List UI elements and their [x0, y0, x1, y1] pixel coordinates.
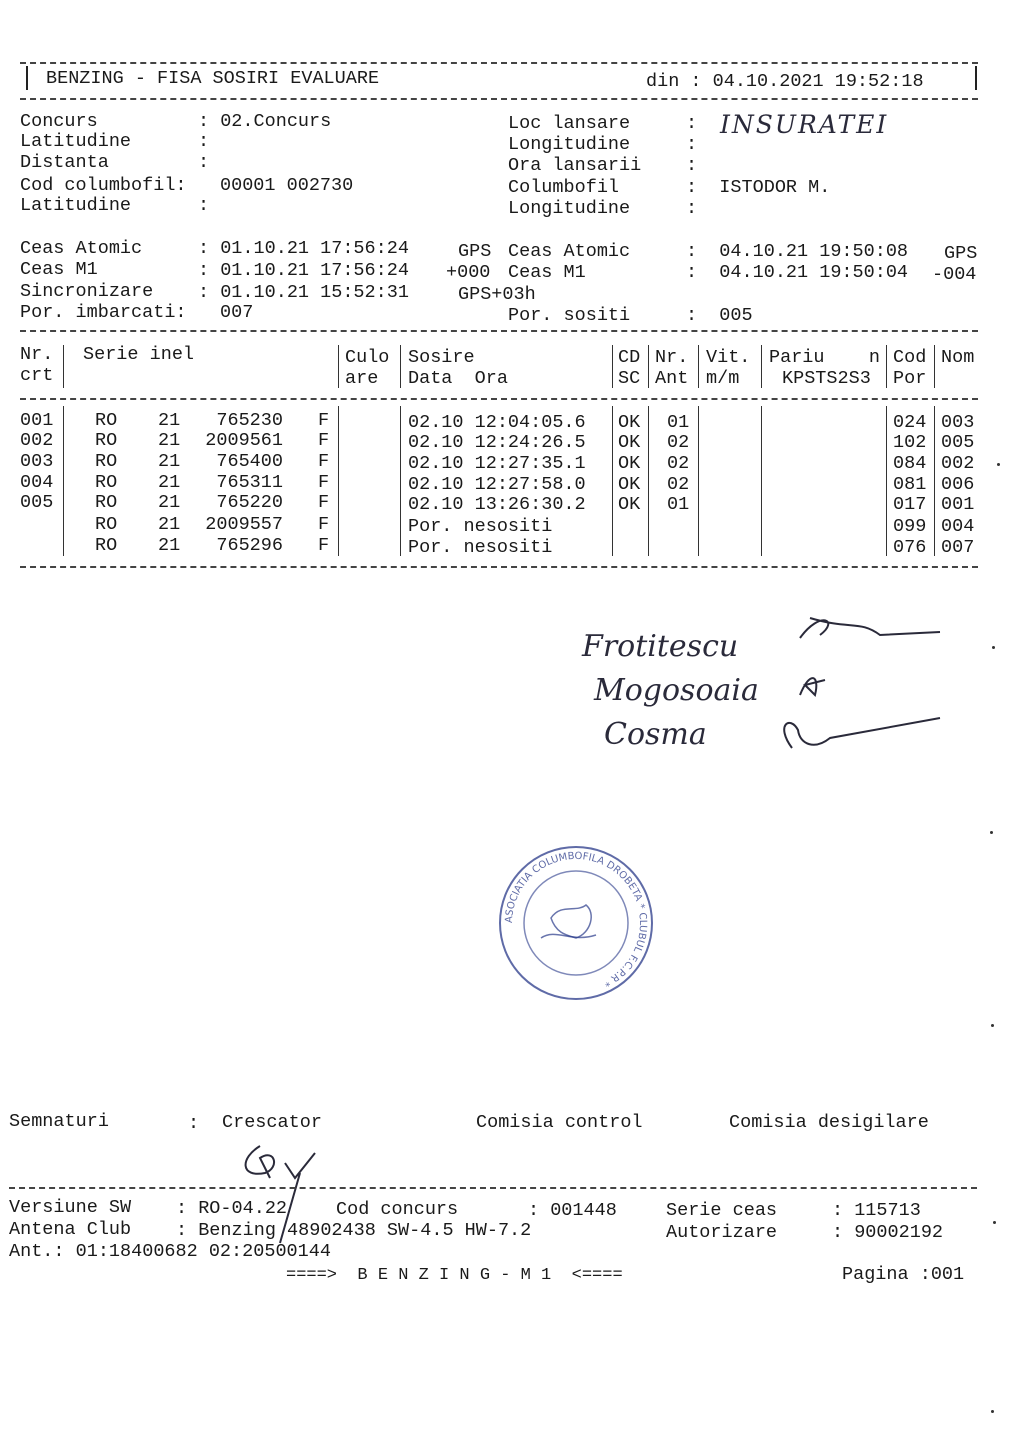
th-kpsts: KPSTS2S3 — [782, 368, 871, 389]
th-pariu: Pariu n — [769, 347, 881, 368]
cell-inel: 2009557 — [205, 514, 283, 535]
cell-nr: 002 — [20, 430, 54, 451]
value-longitudine: : — [686, 134, 698, 155]
table-header-rule — [20, 398, 978, 400]
th-vit: Vit. — [706, 347, 751, 368]
cell-sex: F — [318, 514, 330, 535]
stamp-seal-icon — [496, 843, 656, 1003]
scan-speck — [990, 831, 993, 834]
cell-tara: RO — [95, 451, 118, 472]
cell-nr: 004 — [20, 472, 54, 493]
label-por-sositi: Por. sositi — [508, 305, 631, 326]
extra-sincronizare: GPS+03h — [458, 284, 536, 305]
cell-tara: RO — [95, 410, 118, 431]
page-number: Pagina :001 — [842, 1264, 965, 1285]
cell-inel: 765220 — [216, 492, 283, 513]
label-loc-lansare: Loc lansare — [508, 113, 631, 134]
cell-tara: RO — [95, 492, 118, 513]
value-serie-ceas: : 115713 — [832, 1200, 921, 1221]
value-distanta: : — [198, 152, 210, 173]
th-cd: CD — [618, 347, 641, 368]
cell-sex: F — [318, 492, 330, 513]
value-cod-concurs: : 001448 — [528, 1200, 617, 1221]
value-latitudine: : — [198, 131, 210, 152]
col-sep-4h — [612, 345, 613, 388]
th-sosire: Sosire — [408, 347, 475, 368]
benzing-banner: ====> B E N Z I N G - M 1 <==== — [286, 1266, 623, 1285]
label-comisia-control: Comisia control — [476, 1112, 643, 1133]
cell-inel: 765311 — [216, 472, 283, 493]
label-autorizare: Autorizare — [666, 1222, 778, 1243]
ant-line: Ant.: 01:18400682 02:20500144 — [9, 1241, 331, 1262]
label-cod-concurs: Cod concurs — [336, 1199, 459, 1220]
th-are: are — [345, 368, 379, 389]
cell-nom: 007 — [941, 537, 975, 558]
label-cod-columbofil: Cod columbofil: — [20, 175, 187, 196]
scan-speck — [991, 1410, 994, 1413]
label-sincronizare: Sincronizare — [20, 281, 154, 302]
col-sep-6b — [698, 406, 699, 556]
cell-nom: 005 — [941, 432, 975, 453]
value-latitudine-2: : — [198, 195, 210, 216]
scan-speck — [992, 646, 995, 649]
value-cod-columbofil: 00001 002730 — [220, 175, 354, 196]
col-sep-2h — [338, 345, 339, 388]
label-ceas-m1-r: Ceas M1 — [508, 262, 586, 283]
label-ora-lansarii: Ora lansarii — [508, 155, 642, 176]
extra-ceas-atomic: GPS — [458, 241, 492, 262]
value-sincronizare: : 01.10.21 15:52:31 — [198, 282, 409, 303]
label-longitudine-2: Longitudine — [508, 198, 631, 219]
value-longitudine-2: : — [686, 198, 698, 219]
label-latitudine: Latitudine — [20, 131, 132, 152]
cell-inel: 765296 — [216, 535, 283, 556]
header-box-right — [975, 66, 977, 90]
col-sep-9b — [934, 406, 935, 556]
stamp-text: ASOCIATIA COLUMBOFILA DROBETA * CLUBUL F.C.P.R * — [503, 850, 649, 989]
cell-nom: 004 — [941, 516, 975, 537]
page-title: BENZING - FISA SOSIRI EVALUARE — [46, 68, 380, 89]
cell-an: 21 — [158, 472, 181, 493]
col-sep-5h — [648, 345, 649, 388]
cell-sosire: 02.10 12:27:35.1 — [408, 453, 586, 474]
scan-speck — [991, 1024, 994, 1027]
handwritten-name-1: Frotitescu — [582, 629, 739, 664]
th-nr: Nr. — [20, 344, 54, 365]
cell-inel: 765400 — [216, 451, 283, 472]
cell-cod: 102 — [893, 432, 927, 453]
col-sep-3b — [400, 406, 401, 556]
cell-cd: OK — [618, 474, 641, 495]
cell-an: 21 — [158, 451, 181, 472]
col-sep-1b — [63, 406, 64, 556]
cell-inel: 2009561 — [205, 430, 283, 451]
cell-ant: 01 — [667, 494, 690, 515]
value-por-imbarcati: 007 — [220, 302, 254, 323]
cell-nom: 001 — [941, 494, 975, 515]
cell-sex: F — [318, 535, 330, 556]
cell-ant: 02 — [667, 453, 690, 474]
cell-ant: 02 — [667, 432, 690, 453]
th-serie-inel: Serie inel — [83, 344, 195, 365]
cell-sosire: Por. nesositi — [408, 516, 553, 537]
label-crescator: Crescator — [222, 1112, 322, 1133]
cell-cod: 076 — [893, 537, 927, 558]
cell-sosire: 02.10 12:24:26.5 — [408, 432, 586, 453]
th-data-ora: Data Ora — [408, 368, 508, 389]
extra-ceas-m1: +000 — [446, 262, 491, 283]
cell-cd: OK — [618, 453, 641, 474]
col-sep-3h — [400, 345, 401, 388]
extra-ceas-m1-r: -004 — [932, 264, 977, 285]
cell-sex: F — [318, 472, 330, 493]
cell-sex: F — [318, 430, 330, 451]
cell-ant: 01 — [667, 412, 690, 433]
col-sep-7h — [761, 345, 762, 388]
th-nr-ant: Nr. — [655, 347, 689, 368]
label-semnaturi: Semnaturi — [9, 1111, 109, 1132]
label-concurs: Concurs — [20, 111, 98, 132]
header-bottom-rule — [20, 98, 978, 100]
cell-sex: F — [318, 410, 330, 431]
extra-ceas-atomic-r: GPS — [944, 243, 978, 264]
th-mm: m/m — [706, 368, 740, 389]
value-columbofil: : ISTODOR M. — [686, 177, 831, 198]
footer-rule — [9, 1187, 977, 1189]
cell-sosire: Por. nesositi — [408, 537, 553, 558]
handwritten-name-3: Cosma — [604, 717, 707, 752]
value-ceas-m1-r: : 04.10.21 19:50:04 — [686, 262, 909, 283]
col-sep-6h — [698, 345, 699, 388]
th-ant: Ant — [655, 368, 689, 389]
th-por: Por — [893, 368, 927, 389]
col-sep-9h — [934, 345, 935, 388]
value-autorizare: : 90002192 — [832, 1222, 944, 1243]
label-ceas-atomic-r: Ceas Atomic — [508, 241, 631, 262]
cell-sosire: 02.10 12:04:05.6 — [408, 412, 586, 433]
cell-an: 21 — [158, 430, 181, 451]
label-serie-ceas: Serie ceas — [666, 1200, 778, 1221]
label-latitudine-2: Latitudine — [20, 195, 132, 216]
label-comisia-desigilare: Comisia desigilare — [729, 1112, 929, 1133]
label-distanta: Distanta — [20, 152, 109, 173]
cell-nom: 002 — [941, 453, 975, 474]
handwritten-name-2: Mogosoaia — [594, 673, 759, 708]
col-sep-5b — [648, 406, 649, 556]
label-antena-club: Antena Club — [9, 1219, 132, 1240]
cell-cd: OK — [618, 432, 641, 453]
cell-inel: 765230 — [216, 410, 283, 431]
cell-tara: RO — [95, 535, 118, 556]
value-ceas-atomic-r: : 04.10.21 19:50:08 — [686, 241, 909, 262]
value-ceas-m1: : 01.10.21 17:56:24 — [198, 260, 409, 281]
cell-nr: 003 — [20, 451, 54, 472]
cell-nom: 003 — [941, 412, 975, 433]
cell-cd: OK — [618, 494, 641, 515]
th-nom: Nom — [941, 347, 975, 368]
cell-cod: 017 — [893, 494, 927, 515]
cell-ant: 02 — [667, 474, 690, 495]
value-ceas-atomic: : 01.10.21 17:56:24 — [198, 238, 409, 259]
scan-speck — [993, 1221, 996, 1224]
cell-sosire: 02.10 12:27:58.0 — [408, 474, 586, 495]
cell-an: 21 — [158, 535, 181, 556]
report-date: din : 04.10.2021 19:52:18 — [646, 71, 924, 92]
header-top-rule — [20, 62, 978, 64]
cell-cod: 024 — [893, 412, 927, 433]
cell-tara: RO — [95, 430, 118, 451]
cell-cod: 084 — [893, 453, 927, 474]
label-ceas-atomic: Ceas Atomic — [20, 238, 143, 259]
cell-an: 21 — [158, 514, 181, 535]
cell-nr: 005 — [20, 492, 54, 513]
scan-speck — [997, 463, 1000, 466]
cell-cod: 099 — [893, 516, 927, 537]
header-box-left — [26, 66, 28, 90]
cell-an: 21 — [158, 492, 181, 513]
cell-tara: RO — [95, 514, 118, 535]
handwritten-signatures — [770, 600, 960, 770]
value-ora-lansarii: : — [686, 155, 698, 176]
col-sep-8b — [886, 406, 887, 556]
cell-cod: 081 — [893, 474, 927, 495]
label-longitudine: Longitudine — [508, 134, 631, 155]
value-versiune-sw: : RO-04.22 — [176, 1198, 288, 1219]
value-antena-club: : Benzing 48902438 SW-4.5 HW-7.2 — [176, 1220, 532, 1241]
label-versiune-sw: Versiune SW — [9, 1197, 132, 1218]
handwritten-loc-lansare: INSURATEI — [720, 110, 889, 139]
table-bottom-rule — [20, 566, 978, 568]
th-cod: Cod — [893, 347, 927, 368]
value-por-sositi: : 005 — [686, 305, 753, 326]
col-sep-2b — [338, 406, 339, 556]
semnaturi-colon: : — [188, 1113, 200, 1134]
value-loc-lansare: : — [686, 113, 698, 134]
cell-tara: RO — [95, 472, 118, 493]
col-sep-1h — [63, 345, 64, 388]
cell-sosire: 02.10 13:26:30.2 — [408, 494, 586, 515]
table-top-rule — [20, 330, 978, 332]
label-columbofil: Columbofil — [508, 177, 620, 198]
label-por-imbarcati: Por. imbarcati: — [20, 302, 187, 323]
club-stamp — [496, 843, 656, 1003]
cell-an: 21 — [158, 410, 181, 431]
cell-sex: F — [318, 451, 330, 472]
col-sep-7b — [761, 406, 762, 556]
cell-nom: 006 — [941, 474, 975, 495]
value-concurs: : 02.Concurs — [198, 111, 332, 132]
th-sc: SC — [618, 368, 641, 389]
cell-cd: OK — [618, 412, 641, 433]
cell-nr: 001 — [20, 410, 54, 431]
col-sep-8h — [886, 345, 887, 388]
col-sep-4b — [612, 406, 613, 556]
th-crt: crt — [20, 365, 54, 386]
label-ceas-m1: Ceas M1 — [20, 259, 98, 280]
th-culo: Culo — [345, 347, 390, 368]
